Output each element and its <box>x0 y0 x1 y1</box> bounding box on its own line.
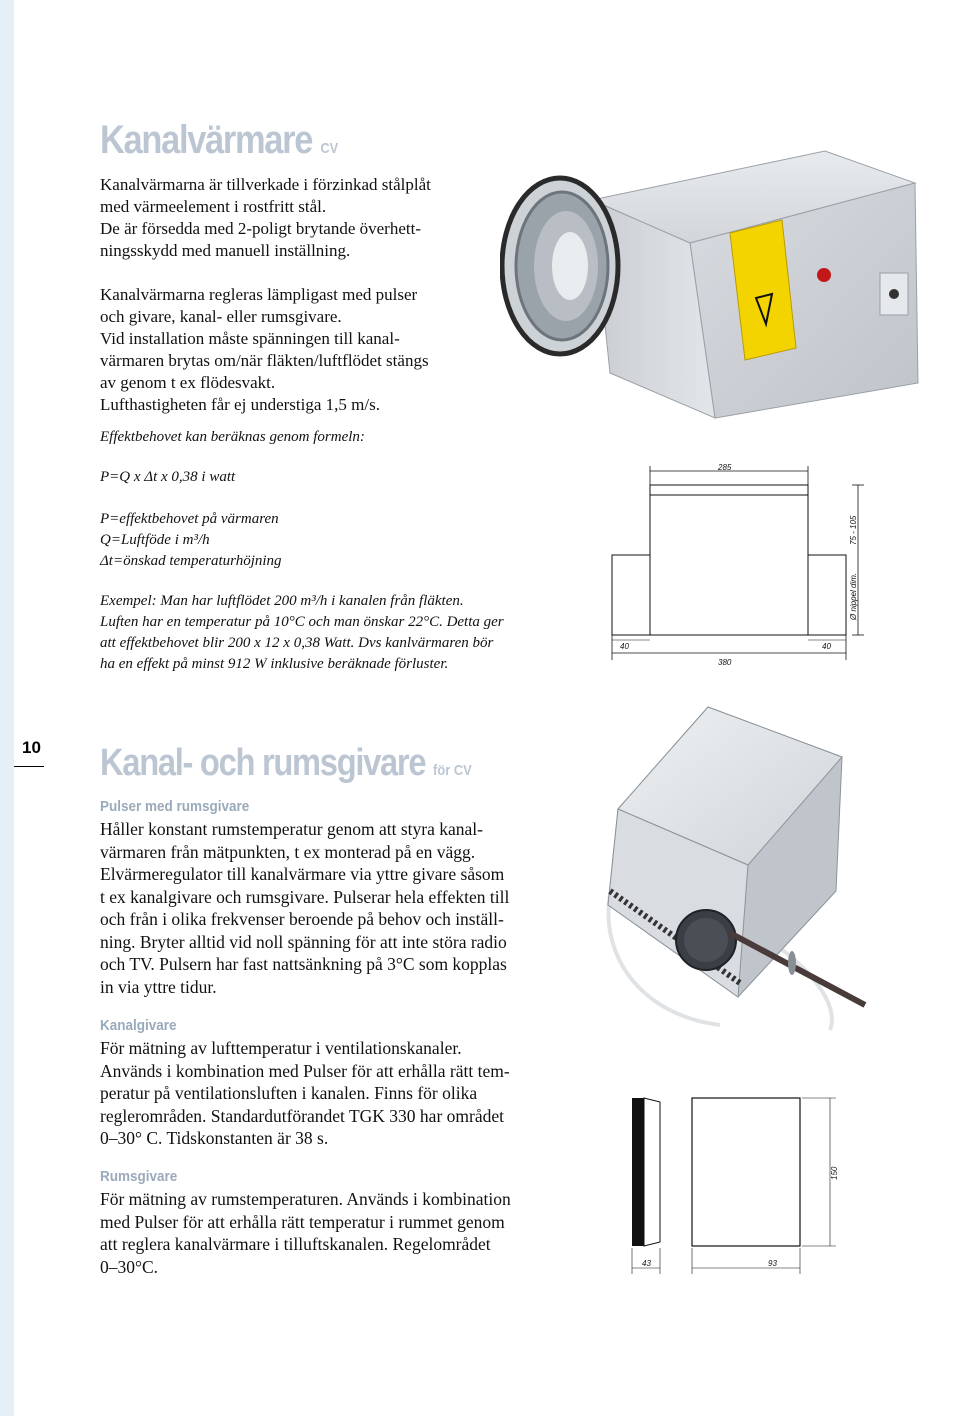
kanalgivare-text: För mätning av lufttemperatur i ventilationskanaler. Används i kombination med Pulser för att erhålla rätt tem- peratur på ventilationsluften i kanalen. Finns för olika reglerområden. Standardutförandet TGK 330 har området 0–30° C. Tidskonstanten är 38 s. <box>100 1038 510 1148</box>
section1-title: Kanalvärmare CV <box>100 118 339 162</box>
rumsgivare-heading: Rumsgivare <box>100 1168 178 1185</box>
duct-heater-drawing <box>600 460 870 675</box>
section1-para1: Kanalvärmarna är tillverkade i förzinkad stålplåt med värmeelement i rostfritt stål. De är försedda med 2-poligt brytande överhett- ningsskydd med manuell inställning. <box>100 175 431 260</box>
dim-height-150: 150 <box>830 1166 839 1180</box>
dim-depth-43: 43 <box>642 1259 651 1268</box>
section1-para2: Kanalvärmarna regleras lämpligast med pulser och givare, kanal- eller rumsgivare. Vid installation måste spänningen till kanal- värmaren brytas om/när fläkten/luftflödet stängs av genom t ex flödesvakt. Lufthastigheten får ej understiga 1,5 m/s. <box>100 285 429 414</box>
dim-height-75-105: 75 - 105 <box>849 515 858 545</box>
pulser-text: Håller konstant rumstemperatur genom att styra kanal- värmaren från mätpunkten, t ex monterad på en vägg. Elvärmeregulator till kanalvärmare via yttre givare såsom t ex kanalgivare och rumsgivare. Pulserar hela effekten till och från i olika frekvenser beroende på behov och inställ- ning. Bryter alltid vid noll spänning för att inte störa radio och TV. Pulsern har fast nattsänkning på 3°C som kopplas in via yttre tidur. <box>100 819 510 997</box>
dim-width-285: 285 <box>718 463 732 472</box>
example-text: Exempel: Man har luftflödet 200 m³/h i kanalen från fläkten. Luften har en temperatur på 10°C och man önskar 22°C. Detta ger att effektbehovet blir 200 x 12 x 0,38 Watt. Dvs kanlvärmaren bör ha en effekt på minst 912 W inklusive beräknade förluster. <box>100 593 504 672</box>
red-indicator-lamp <box>817 268 831 282</box>
dim-width-93: 93 <box>768 1259 777 1268</box>
page-number-rule <box>14 766 44 767</box>
rumsgivare-text: För mätning av rumstemperaturen. Används i kombination med Pulser för att erhålla rätt temperatur i rummet genom att reglera kanalvärmare i tilluftskanalen. Regelområdet 0–30°C. <box>100 1189 511 1277</box>
formula-intro: Effektbehovet kan beräknas genom formeln: <box>100 429 365 445</box>
formula-legend: P=effektbehovet på värmaren Q=Luftföde i m³/h Δt=önskad temperaturhöjning <box>100 511 282 569</box>
dim-stub-left-40: 40 <box>620 642 629 651</box>
left-margin-stripe <box>0 0 14 1416</box>
pulser-sensor-image <box>580 705 880 1035</box>
section2-title: Kanal- och rumsgivare för CV <box>100 742 472 784</box>
page-number: 10 <box>22 738 41 757</box>
kanalgivare-heading: Kanalgivare <box>100 1017 177 1034</box>
pulser-heading: Pulser med rumsgivare <box>100 798 250 815</box>
dim-stub-right-40: 40 <box>822 642 831 651</box>
dim-length-380: 380 <box>718 658 732 667</box>
formula: P=Q x Δt x 0,38 i watt <box>100 469 236 485</box>
duct-heater-image <box>500 148 920 426</box>
room-sensor-drawing <box>620 1090 850 1280</box>
dim-nippel: Ø nippel dim. <box>849 572 858 620</box>
